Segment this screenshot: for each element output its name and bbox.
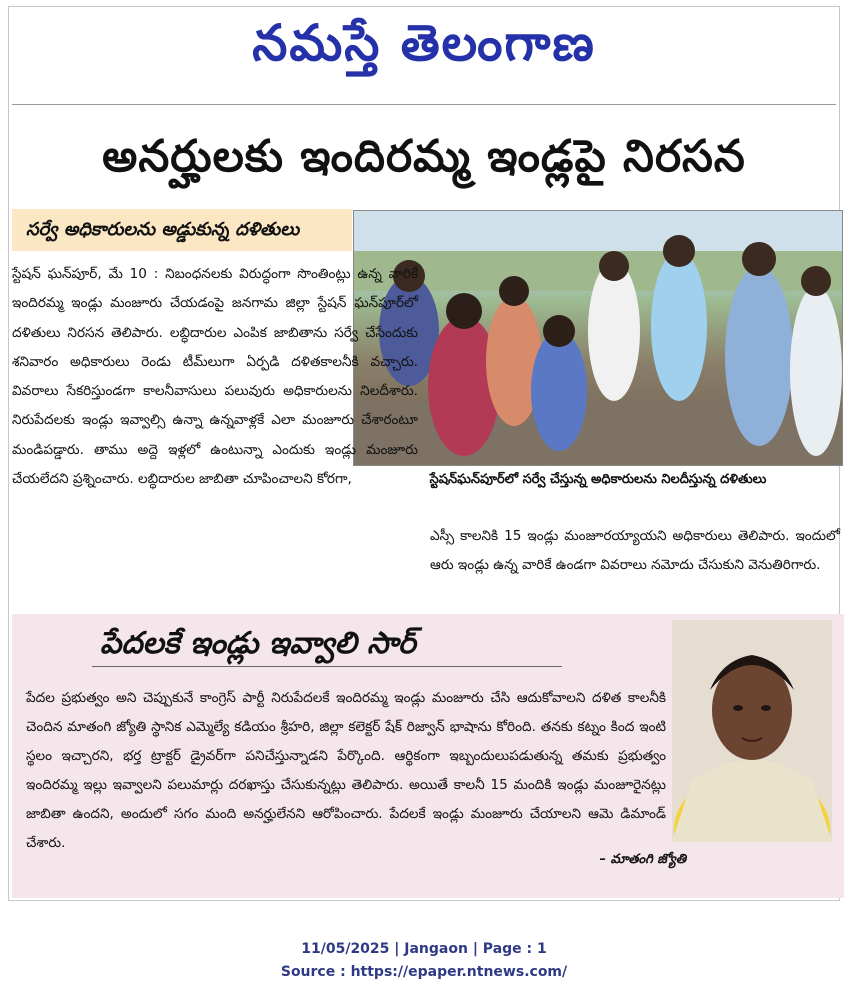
crowd-photo-illustration xyxy=(354,211,843,466)
quote-byline: – మాతంగి జ్యోతి xyxy=(599,852,686,867)
story-column-2: ఎస్సీ కాలనికి 15 ఇండ్లు మంజూరయ్యాయని అధికారులు తెలిపారు. ఇందులో ఆరు ఇండ్లు ఉన్న వారికే ఉండగా వివరాలు నమోదు చేసుకుని వెనుతిరిగారు. xyxy=(430,528,840,574)
portrait-illustration xyxy=(672,620,832,842)
news-photo xyxy=(353,210,843,466)
photo-caption: స్టేషన్‌ఘన్‌పూర్‌లో సర్వే చేస్తున్న అధికారులను నిలదీస్తున్న దళితులు xyxy=(429,472,767,487)
masthead-divider xyxy=(12,104,836,105)
sidebar-story-title: పేదలకే ఇండ్లు ఇవ్వాలి సార్ xyxy=(100,626,416,661)
woman-portrait-photo xyxy=(672,620,832,842)
edition-info: 11/05/2025 | Jangaon | Page : 1 xyxy=(301,941,547,957)
source-link[interactable]: Source : https://epaper.ntnews.com/ xyxy=(280,964,568,980)
newspaper-masthead: నమస్తే తెలంగాణ xyxy=(252,13,596,72)
title-underline xyxy=(92,666,562,667)
subheadline: సర్వే అధికారులను అడ్డుకున్న దళితులు xyxy=(26,219,300,240)
story-column-1: స్టేషన్ ఘన్‌పూర్, మే 10 : నిబంధనలకు విరుద్ధంగా సొంతింట్లు ఉన్న వారికే ఇందిరమ్మ ఇండ్లు మంజూరు చేయడంపై జనగామ జిల్లా స్టేషన్ ఘన్‌పూర్‌లో దళితులు నిరసన తెలిపారు. లబ్ధిదారుల ఎంపిక జాబితాను సర్వే చేసేందుకు శనివారం అధికారులు రెండు టీమ్‌లుగా ఏర్పడి దళితకాలనీకి వచ్చారు. వివరాలు సేకరిస్తుండగా కాలనీవాసులు పలువురు అధికారులను నిలదీశారు. నిరుపేదలకు ఇండ్లు ఇవ్వాల్సి ఉన్నా ఉన్నవాళ్లకే ఎలా మంజూరు చేశారంటూ మండిపడ్డారు. తాము అద్దె ఇళ్లలో ఉంటున్నా ఎందుకు ఇండ్లు మంజూరు చేయలేదని ప్రశ్నించారు. లబ్ధిదారుల జాబితా చూపించాలని కోరగా, xyxy=(12,266,418,488)
subheadline-box xyxy=(12,209,352,251)
headline: అనర్హులకు ఇందిరమ్మ ఇండ్లపై నిరసన xyxy=(102,131,746,182)
sidebar-story-body: పేదల ప్రభుత్వం అని చెప్పుకునే కాంగ్రెస్ పార్టీ నిరుపేదలకే ఇందిరమ్మ ఇండ్లు మంజూరు చేసి ఆదుకోవాలని దళిత కాలనీకి చెందిన మాతంగి జ్యోతి స్థానిక ఎమ్మెల్యే కడియం శ్రీహరి, జిల్లా కలెక్టర్ షేక్ రిజ్వాన్ భాషాను కోరింది. తనకు కట్నం కింద ఇంటి స్థలం ఇచ్చారని, భర్త ట్రాక్టర్ డ్రైవర్‌గా పనిచేస్తున్నాడని పేర్కొంది. ఆర్థికంగా ఇబ్బందులుపడుతున్న తమకు ప్రభుత్వం ఇందిరమ్మ ఇల్లు ఇవ్వాలని పలుమార్లు దరఖాస్తు చేసుకున్నట్లు తెలిపారు. అయితే కాలనీ 15 మందికి ఇండ్లు మంజూరైనట్లు జాబితా ఉందని, అందులో సగం మంది అనర్హులేనని ఆరోపించారు. పేదలకే ఇండ్లు మంజూరు చేయాలని ఆమె డిమాండ్ చేశారు. xyxy=(26,690,666,851)
